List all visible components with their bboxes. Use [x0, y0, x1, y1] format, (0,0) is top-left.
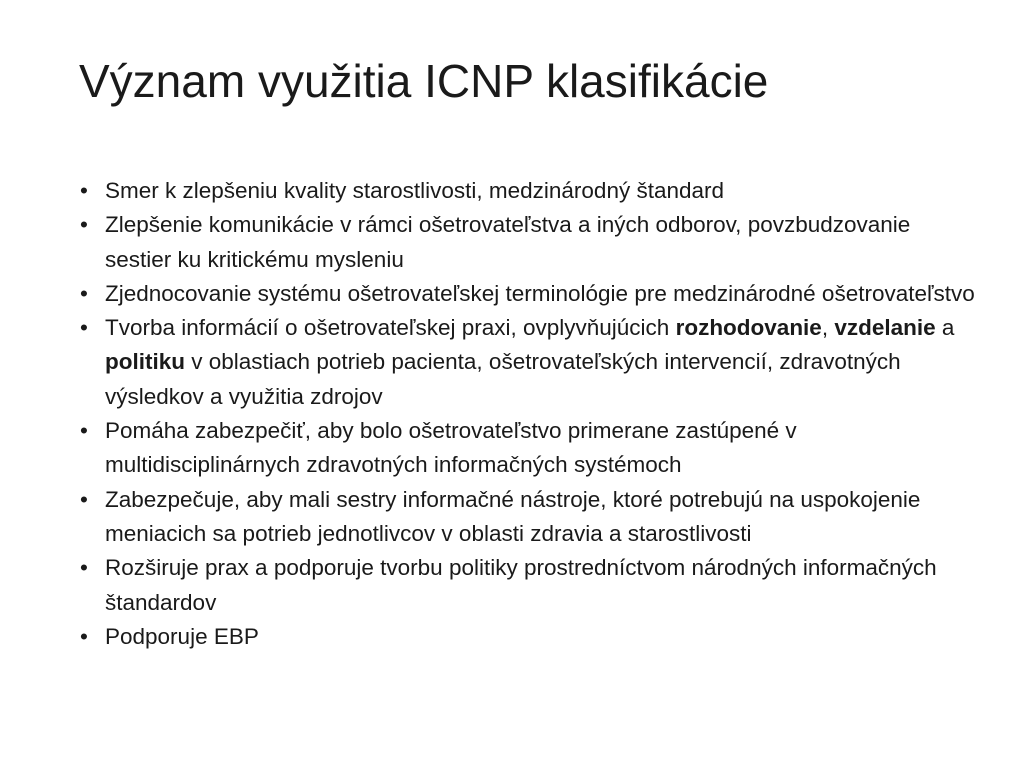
bullet-text-part: a [935, 315, 955, 341]
bullet-dot-icon: • [80, 623, 88, 649]
bullet-text: Zabezpečuje, aby mali sestry informačné nástroje, ktoré potrebujú na uspokojenie meniacich sa potrieb jednotlivcov v oblasti zdravia a starostlivosti [105, 486, 921, 546]
bold-term-rozhodovanie: rozhodovanie [675, 315, 822, 341]
bullet-dot-icon: • [80, 418, 88, 444]
bullet-item [80, 620, 980, 654]
bullet-text: Rozširuje prax a podporuje tvorbu politiky prostredníctvom národných informačných štandardov [105, 555, 937, 615]
bullet-list [80, 174, 980, 654]
bullet-item [80, 551, 980, 620]
bullet-item [80, 174, 980, 208]
bullet-text: Smer k zlepšeniu kvality starostlivosti, medzinárodný štandard [105, 178, 725, 203]
bullet-text: Zjednocovanie systému ošetrovateľskej terminológie pre medzinárodné ošetrovateľstvo [105, 280, 975, 306]
bullet-item [80, 414, 980, 483]
bullet-dot-icon: • [80, 555, 88, 581]
bullet-item [80, 483, 980, 552]
bold-term-vzdelanie: vzdelanie [834, 315, 936, 341]
bullet-dot-icon: • [80, 178, 88, 203]
bullet-text: Zlepšenie komunikácie v rámci ošetrovateľstva a iných odborov, povzbudzovanie sestier ku kritickému mysleniu [105, 212, 911, 272]
bullet-text-part: v oblastiach potrieb pacienta, ošetrovateľských intervencií, zdravotných výsledkov a využitia zdrojov [105, 349, 901, 409]
slide-title: Význam využitia ICNP klasifikácie [79, 55, 769, 107]
bullet-item [80, 311, 980, 414]
bullet-text-part: Tvorba informácií o ošetrovateľskej praxi, ovplyvňujúcich [105, 315, 676, 341]
bullet-text-part: , [821, 315, 835, 341]
bullet-dot-icon: • [80, 315, 88, 341]
bullet-dot-icon: • [80, 486, 88, 512]
bullet-text: Pomáha zabezpečiť, aby bolo ošetrovateľstvo primerane zastúpené v multidisciplinárnych zdravotných informačných systémoch [105, 418, 797, 478]
bullet-dot-icon: • [80, 280, 88, 306]
bullet-text: Podporuje EBP [105, 623, 259, 649]
bold-term-politiku: politiku [105, 349, 185, 375]
bullet-dot-icon: • [80, 212, 88, 238]
bullet-item [80, 277, 980, 311]
bullet-item [80, 208, 980, 277]
